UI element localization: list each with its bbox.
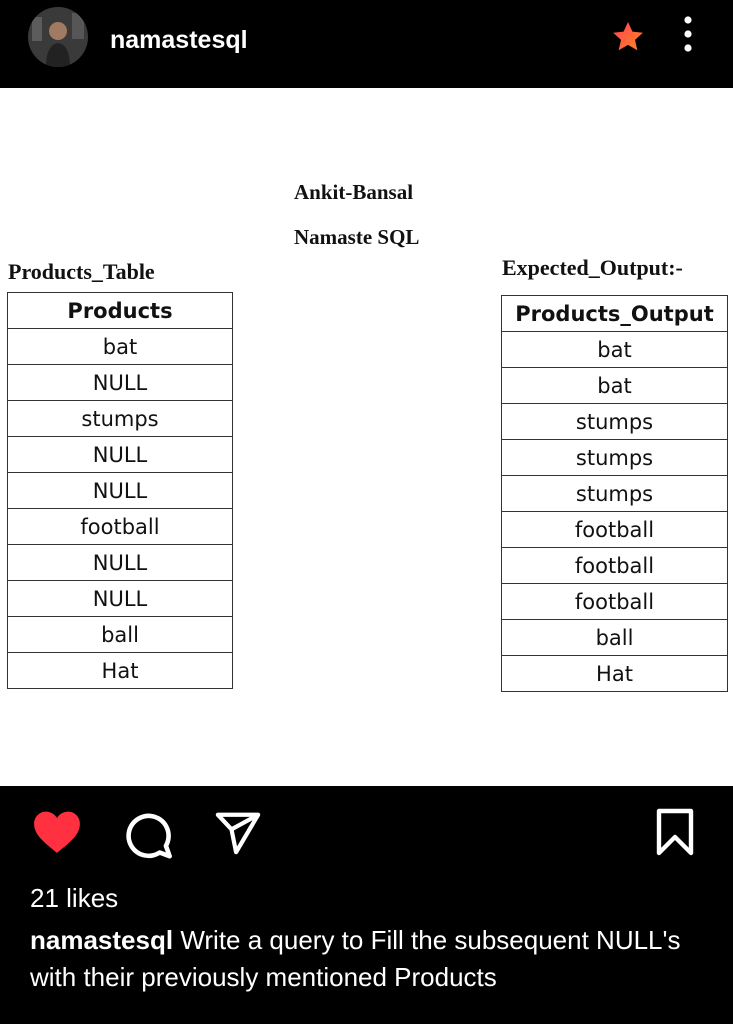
caption-username[interactable]: namastesql xyxy=(30,925,174,955)
comment-icon[interactable] xyxy=(123,810,173,860)
star-icon[interactable] xyxy=(609,18,647,56)
table-row: NULL xyxy=(8,437,233,473)
products-table-title: Products_Table xyxy=(8,259,155,284)
likes-count[interactable]: 21 likes xyxy=(30,883,119,913)
avatar-image xyxy=(28,7,88,67)
table-row: Hat xyxy=(8,653,233,689)
avatar[interactable] xyxy=(28,7,88,67)
post-image[interactable] xyxy=(0,88,733,786)
table-row: NULL xyxy=(8,581,233,617)
share-icon[interactable] xyxy=(214,810,262,856)
table-row: NULL xyxy=(8,545,233,581)
products-table-header: Products xyxy=(8,293,233,329)
bookmark-icon[interactable] xyxy=(654,808,696,856)
table-row: stumps xyxy=(502,476,728,512)
more-options-icon[interactable] xyxy=(676,14,700,58)
table-row: bat xyxy=(502,368,728,404)
table-row: NULL xyxy=(8,365,233,401)
table-row: bat xyxy=(8,329,233,365)
heart-icon[interactable] xyxy=(32,809,82,855)
table-row: Hat xyxy=(502,656,728,692)
table-row: football xyxy=(502,512,728,548)
post-header xyxy=(0,0,733,88)
output-table xyxy=(501,295,728,692)
output-table-header: Products_Output xyxy=(502,296,728,332)
table-row: ball xyxy=(8,617,233,653)
table-row: ball xyxy=(502,620,728,656)
table-row: football xyxy=(502,584,728,620)
expected-output-title: Expected_Output:- xyxy=(502,255,683,280)
table-row: football xyxy=(502,548,728,584)
table-row: stumps xyxy=(8,401,233,437)
caption-text: Write a query to Fill the subsequent NULL's with their previously mentioned Products xyxy=(30,925,681,992)
post-brand-line: Namaste SQL xyxy=(294,225,420,249)
table-row: bat xyxy=(502,332,728,368)
table-row: NULL xyxy=(8,473,233,509)
products-table xyxy=(7,292,233,689)
username[interactable]: namastesql xyxy=(110,26,248,54)
table-row: stumps xyxy=(502,440,728,476)
table-row: football xyxy=(8,509,233,545)
table-row: stumps xyxy=(502,404,728,440)
post-author-line: Ankit-Bansal xyxy=(294,180,414,204)
post-caption xyxy=(30,922,710,996)
